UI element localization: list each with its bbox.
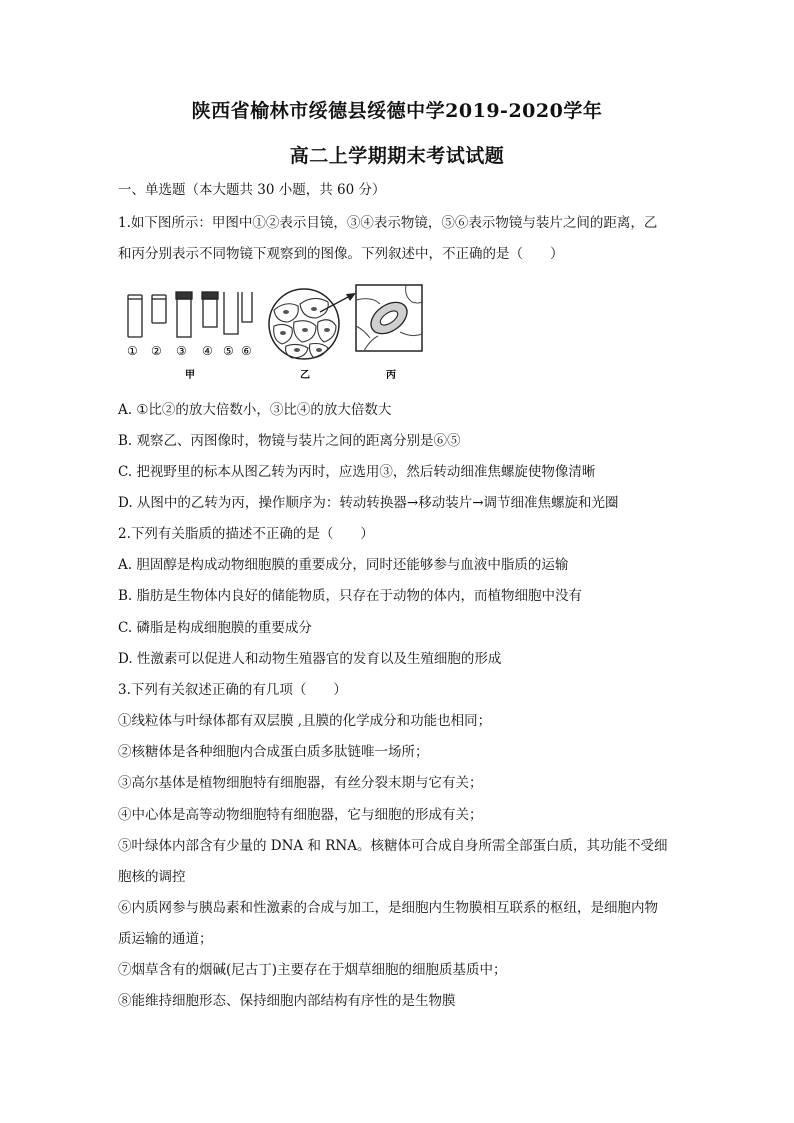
q3-item-1: ①线粒体与叶绿体都有双层膜 ,且膜的化学成分和功能也相同； bbox=[118, 713, 492, 729]
microscope-figure-svg bbox=[124, 282, 429, 384]
q1-option-d: D. 从图中的乙转为丙，操作顺序为：转动转换器→移动装片→调节细准焦螺旋和光圈 bbox=[118, 495, 619, 511]
q3-item-5-line-1: ⑤叶绿体内部含有少量的 DNA 和 RNA。核糖体可合成自身所需全部蛋白质，其功能不受细 bbox=[118, 838, 668, 854]
caption-yi: 乙 bbox=[300, 370, 310, 381]
objective-3-icon bbox=[176, 292, 192, 337]
label-2: ② bbox=[151, 344, 162, 358]
distance-5-icon bbox=[224, 292, 238, 334]
q2-option-b: B. 脂肪是生物体内良好的储能物质，只存在于动物的体内，而植物细胞中没有 bbox=[118, 588, 583, 604]
q2-option-d: D. 性激素可以促进人和动物生殖器官的发育以及生殖细胞的形成 bbox=[118, 651, 502, 667]
q1-option-c: C. 把视野里的标本从图乙转为丙时，应选用③，然后转动细准焦螺旋使物像清晰 bbox=[118, 464, 596, 480]
q3-item-6-line-2: 质运输的通道； bbox=[118, 931, 213, 947]
q1-option-b: B. 观察乙、丙图像时，物镜与装片之间的距离分别是⑥⑤ bbox=[118, 433, 461, 449]
q1-figure bbox=[124, 282, 429, 384]
objective-4-icon bbox=[202, 292, 218, 327]
q3-item-3: ③高尔基体是植物细胞特有细胞器，有丝分裂末期与它有关； bbox=[118, 775, 483, 791]
q1-stem-line-1: 1.如下图所示：甲图中①②表示目镜，③④表示物镜，⑤⑥表示物镜与装片之间的距离，乙 bbox=[118, 215, 658, 231]
label-4: ④ bbox=[202, 344, 213, 358]
eyepiece-2-icon bbox=[152, 295, 166, 323]
q2-option-c: C. 磷脂是构成细胞膜的重要成分 bbox=[118, 620, 312, 636]
q3-item-6-line-1: ⑥内质网参与胰岛素和性激素的合成与加工，是细胞内生物膜相互联系的枢纽，是细胞内物 bbox=[118, 900, 658, 916]
q3-item-2: ②核糖体是各种细胞内合成蛋白质多肽链唯一场所； bbox=[118, 744, 429, 760]
q3-item-8: ⑧能维持细胞形态、保持细胞内部结构有序性的是生物膜 bbox=[118, 993, 456, 1009]
q2-stem: 2.下列有关脂质的描述不正确的是（ ） bbox=[118, 526, 374, 542]
q3-item-7: ⑦烟草含有的烟碱(尼古丁)主要存在于烟草细胞的细胞质基质中； bbox=[118, 962, 507, 978]
q3-item-5-line-2: 胞核的调控 bbox=[118, 869, 186, 885]
label-6: ⑥ bbox=[241, 344, 252, 358]
section-heading: 一、单选题（本大题共 30 小题，共 60 分） bbox=[118, 182, 386, 198]
q1-option-a: A. ①比②的放大倍数小，③比④的放大倍数大 bbox=[118, 402, 392, 418]
q3-item-4: ④中心体是高等动物细胞特有细胞器，它与细胞的形成有关； bbox=[118, 807, 483, 823]
q3-stem: 3.下列有关叙述正确的有几项（ ） bbox=[118, 682, 347, 698]
label-5: ⑤ bbox=[223, 344, 234, 358]
eyepiece-1-icon bbox=[128, 295, 142, 337]
title-line-2: 高二上学期期末考试试题 bbox=[289, 145, 505, 167]
label-3: ③ bbox=[176, 344, 187, 358]
title-line-1: 陕西省榆林市绥德县绥德中学2019-2020学年 bbox=[191, 100, 603, 122]
q2-option-a: A. 胆固醇是构成动物细胞膜的重要成分，同时还能够参与血液中脂质的运输 bbox=[118, 557, 569, 573]
distance-6-icon bbox=[242, 292, 252, 322]
caption-jia: 甲 bbox=[185, 370, 195, 381]
q1-stem-line-2: 和丙分别表示不同物镜下观察到的图像。下列叙述中，不正确的是（ ） bbox=[118, 246, 564, 262]
caption-bing: 丙 bbox=[386, 370, 396, 381]
label-1: ① bbox=[127, 344, 138, 358]
high-power-view-icon bbox=[356, 285, 422, 351]
low-power-view-icon bbox=[269, 289, 339, 359]
